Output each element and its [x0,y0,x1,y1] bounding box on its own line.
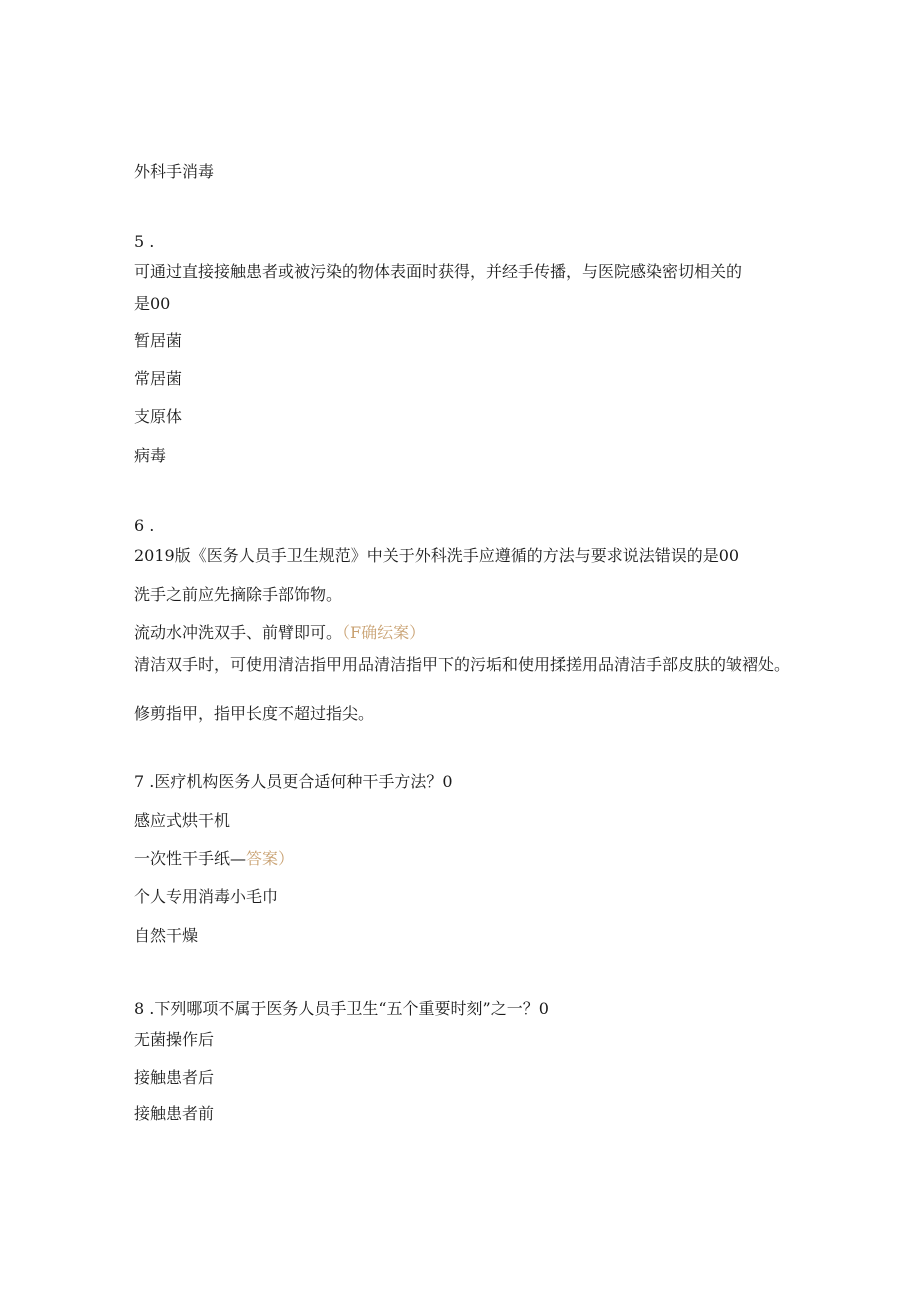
question-number: 6 . [134,516,155,535]
option-line: 外科手消毒 [134,162,215,181]
option-line: 暂居菌 [134,331,183,350]
option-line: 清洁双手时，可使用清洁指甲用品清洁指甲下的污垢和使用揉搓用品清洁手部皮肤的皱褶处。 [134,655,791,674]
option-line: 病毒 [134,446,167,465]
question-stem: 7 .医疗机构医务人员更合适何种干手方法？0 [134,772,453,791]
option-line: 支原体 [134,407,183,426]
option-line: 自然干燥 [134,926,199,945]
option-line: 个人专用消毒小毛巾 [134,887,279,906]
option-line: 常居菌 [134,369,183,388]
option-line: 感应式烘干机 [134,811,231,830]
option-text: 流动水冲洗双手、前臂即可。 [134,623,343,642]
question-number: 5 . [134,232,155,251]
question-stem: 2019版《医务人员手卫生规范》中关于外科洗手应遵循的方法与要求说法错误的是00 [134,546,740,565]
answer-mark: （F确纭案） [342,623,426,642]
option-line: 接触患者后 [134,1068,215,1087]
question-stem: 可通过直接接触患者或被污染的物体表面时获得，并经手传播，与医院感染密切相关的 [134,262,743,281]
option-line: 接触患者前 [134,1104,215,1123]
question-stem-continued: 是00 [134,294,171,313]
option-line [134,623,425,643]
answer-mark: 答案） [246,849,295,868]
option-line: 洗手之前应先摘除手部饰物。 [134,585,343,604]
question-stem: 8 .下列哪项不属于医务人员手卫生“五个重要时刻”之一？0 [134,999,549,1018]
option-text: 一次性干手纸— [134,849,247,868]
option-line: 修剪指甲，指甲长度不超过指尖。 [134,704,375,723]
option-line [134,849,294,869]
option-line: 无菌操作后 [134,1030,215,1049]
